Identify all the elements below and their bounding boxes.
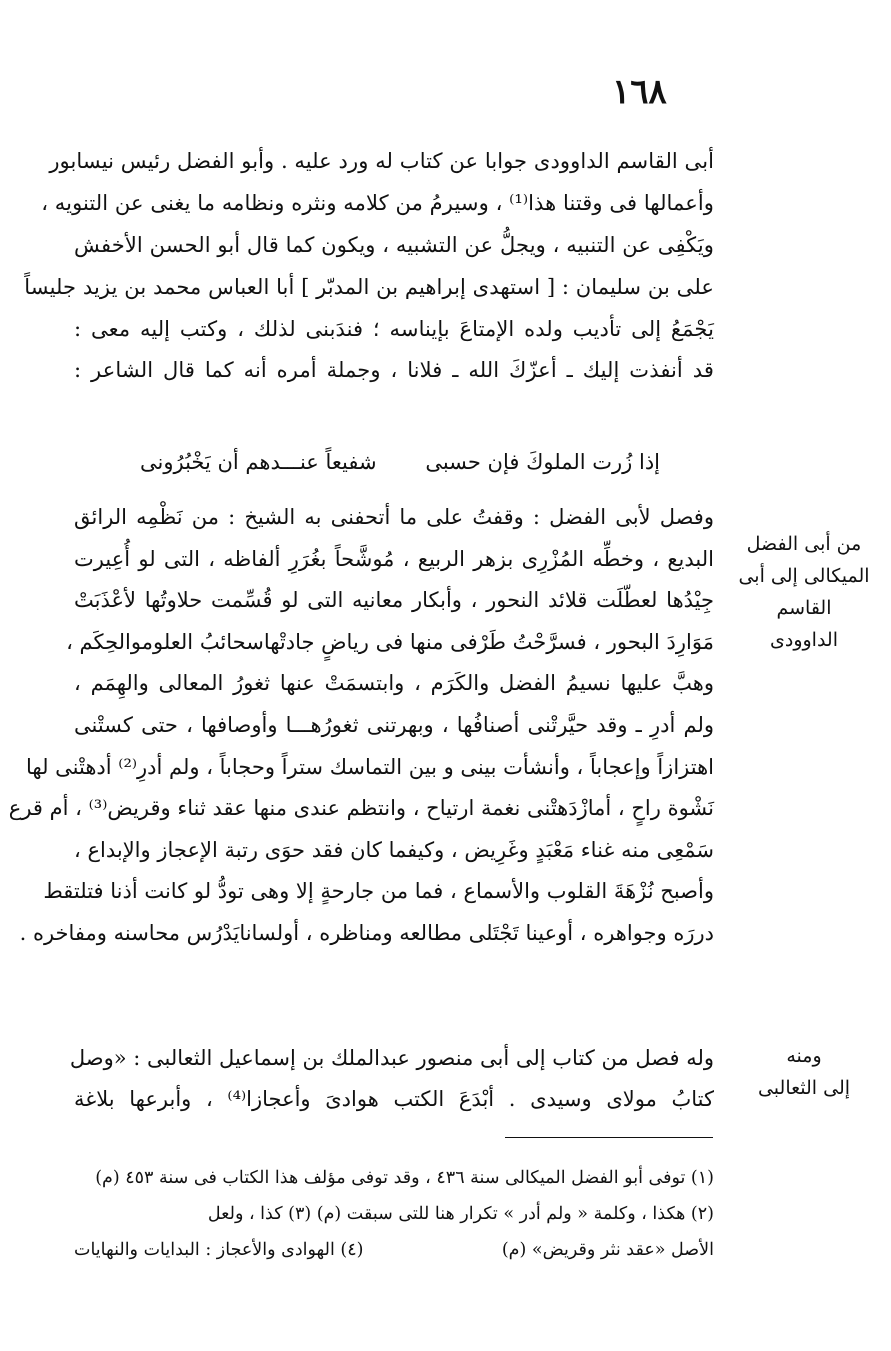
margin-note-2 (738, 1040, 870, 1104)
text-line: قد أنفذت إليك ـ أعزّكَ الله ـ فلانا ، وجملة أمره أنه كما قال الشاعر : (74, 357, 714, 383)
text-line: البديع ، وخطِّه المُزْرِى بزهر الربيع ، مُوشَّحاً بغُرَرِ ألفاظه ، التى لو أُعِيرت (74, 546, 714, 571)
text-line: على بن سليمان : [ استهدى إبراهيم بن المدبّر ] أبا العباس محمد بن يزيد جليساً (24, 273, 714, 299)
text-line: وله فصل من كتاب إلى أبى منصور عبدالملك بن إسماعيل الثعالبى : «وصل (69, 1046, 714, 1070)
footnotes (74, 1160, 714, 1268)
text-line: ويَكْفِى عن التنبيه ، ويجلُّ عن التشبيه ، ويكون كما قال أبو الحسن الأخفش (74, 231, 714, 257)
margin-note-line: القاسم (776, 597, 832, 619)
margin-note-1 (738, 528, 870, 656)
margin-note-line: من أبى الفضل (746, 533, 862, 555)
footnote-fragment: (٤) الهوادى والأعجاز : البدايات والنهايات (74, 1240, 364, 1260)
poem-verse (140, 443, 660, 481)
margin-note-line: إلى الثعالبى (757, 1077, 851, 1099)
text-line: نَشْوة راحٍ ، أمازْدَهتْنى نغمة ارتياح ، وانتظم عندى منها عقد ثناء وقريض⁽³⁾ ، أم قرع (8, 796, 714, 821)
text-line: مَوَارِدَ البحور ، فسرَّحْتُ طَرْفى منها فى رياضٍ جادتْهاسحائبُ العلوموالحِكَم ، (66, 629, 714, 654)
footnote-line: (٢) هكذا ، وكلمة « ولم أدر » تكرار هنا للتى سبقت (م) (٣) كذا ، ولعل (207, 1204, 714, 1224)
verse-left-hemistich: شفيعاً عنـــدهم أن يَخْبُرُونى (140, 450, 377, 474)
margin-note-line: الداوودى (769, 629, 838, 651)
text-line: وأصبح نُزْهَةَ القلوب والأسماع ، فما من جارحةٍ إلا وهى تودُّ لو كانت أذنا فتلتقط (43, 879, 714, 904)
margin-note-line: ومنه (786, 1045, 822, 1067)
footnote-line (74, 1232, 714, 1268)
footnote-divider (505, 1137, 713, 1138)
paragraph-2 (8, 497, 714, 955)
text-line: دررَه وجواهره ، أوعينا تَجْتَلى مطالعه ومناظره ، أولسانايَدْرُس محاسنه ومفاخره . (19, 920, 714, 945)
text-line: يَجْمَعُ إلى تأديب ولده الإمتاعَ بإيناسه ؛ فندَبنى لذلك ، وكتب إليه معى : (74, 315, 714, 341)
verse-right-hemistich: إذا زُرت الملوكَ فإن حسبى (425, 450, 660, 474)
page-number: ١٦٨ (612, 72, 667, 112)
paragraph-1 (24, 140, 714, 391)
text-line: كتابُ مولاى وسيدى . أبْدَعَ الكتب هوادىَ وأعجازا⁽⁴⁾ ، وأبرعها بلاغة (74, 1087, 715, 1111)
text-line: وهبَّ عليها نسيمُ الفضل والكَرَم ، وابتسمَتْ عنها ثغورُ المعالى والهِمَم ، (74, 671, 714, 696)
footnote-fragment: الأصل «عقد نثر وقريض» (م) (501, 1240, 714, 1260)
paragraph-3 (69, 1038, 715, 1120)
text-line: أبى القاسم الداوودى جوابا عن كتاب له ورد عليه . وأبو الفضل رئيس نيسابور (49, 148, 714, 173)
footnote-line: (١) توفى أبو الفضل الميكالى سنة ٤٣٦ ، وقد توفى مؤلف هذا الكتاب فى سنة ٤٥٣ (م) (95, 1168, 714, 1188)
text-line: ولم أدرِ ـ وقد حيَّرتْنى أصنافُها ، وبهرتنى ثغورُهـــا وأوصافها ، حتى كستْنى (74, 712, 714, 737)
text-line: سَمْعِى منه غناء مَعْبَدٍ وغَرِيض ، وكيفما كان فقد حوَى رتبة الإعجاز والإبداع ، (74, 837, 714, 862)
text-line: جِيْدُها لعطّلَت قلائد النحور ، وأبكار معانيه التى لو قُسِّمت حلاوتُها لأعْذَبَتْ (74, 588, 714, 613)
text-line: وفصل لأبى الفضل : وقفتُ على ما أتحفنى به الشيخ : من نَظْمِه الرائق (74, 505, 714, 529)
margin-note-line: الميكالى إلى أبى (738, 565, 870, 587)
text-line: وأعمالها فى وقتنا هذا⁽¹⁾ ، وسيرمُ من كلامه ونثره ونظامه ما يغنى عن التنويه ، (41, 189, 714, 215)
text-line: اهتزازاً وإعجاباً ، وأنشأت بينى و بين التماسك ستراً وحجاباً ، ولم أدرِ⁽²⁾ أدهتْنى لها (26, 754, 714, 779)
